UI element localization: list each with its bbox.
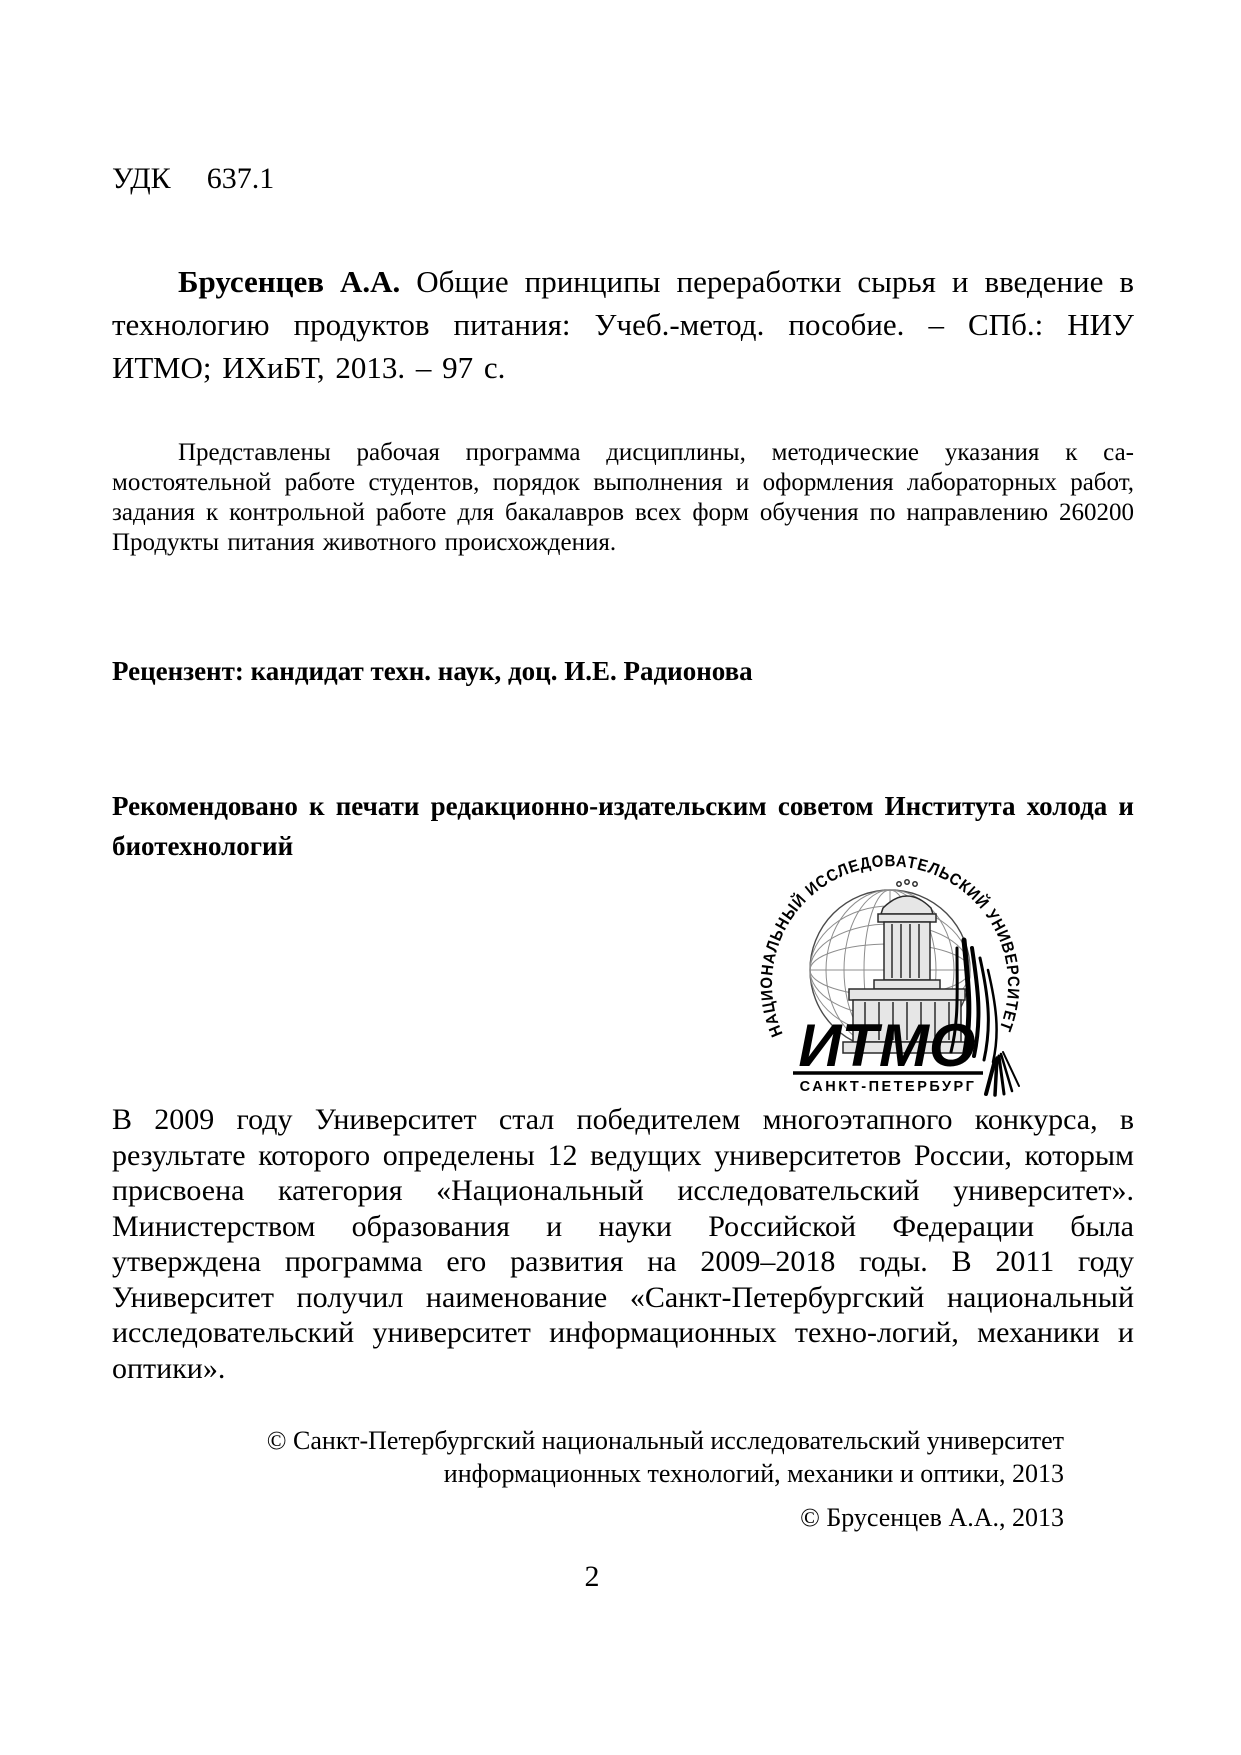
approval-paragraph: Рекомендовано к печати редакционно-издательским советом Института холода и биотехнологий <box>112 791 1134 861</box>
copyright-university-line2: информационных технологий, механики и оптики, 2013 <box>443 1459 1064 1488</box>
logo-arc-text: НАЦИОНАЛЬНЫЙ ИССЛЕДОВАТЕЛЬСКИЙ УНИВЕРСИТЕТ <box>757 852 1023 1040</box>
udk-label: УДК <box>112 162 171 195</box>
copyright-block <box>112 1424 1064 1534</box>
author-name: Брусенцев А.А. <box>178 264 401 299</box>
logo-city-label: САНКТ-ПЕТЕРБУРГ <box>799 1079 977 1095</box>
page-number: 2 <box>584 1560 600 1593</box>
bibliographic-text: Общие принципы переработки сырья и введение в технологию продуктов питания: Учеб.-метод. пособие. – СПб.: НИУ ИТМО; ИХиБТ, 2013. – 97 с. <box>112 264 1134 385</box>
reviewer-line: Рецензент: кандидат техн. наук, доц. И.Е. Радионова <box>112 656 753 686</box>
itmo-logo-graphic <box>695 852 1085 1098</box>
abstract-paragraph: Представлены рабочая программа дисциплины, методические указания к самостоятельной работе студентов, порядок выполнения и оформления лабораторных работ, задания к контрольной работе для бакалавров всех форм обучения по направлению 260200 Продукты питания животного происхождения. <box>112 439 1134 556</box>
logo-wordmark: ИТМО <box>798 1012 976 1079</box>
copyright-author: © Брусенцев А.А., 2013 <box>800 1503 1064 1532</box>
copyright-university-line1: © Санкт-Петербургский национальный исследовательский университет <box>266 1426 1064 1455</box>
itmo-logo <box>695 852 1085 1098</box>
udk-line <box>112 162 274 196</box>
bibliographic-reference <box>112 260 1134 389</box>
udk-number: 637.1 <box>206 162 275 195</box>
history-paragraph: В 2009 году Университет стал победителем многоэтапного конкурса, в результате которого определены 12 ведущих университетов России, которым присвоена категория «Национальный исследовательский университет». Министерством образования и науки Российской Федерации была утверждена программа его развития на 2009–2018 годы. В 2011 году Университет получил наименование «Санкт-Петербургский национальный исследовательский университет информационных техно-логий, механики и оптики». <box>112 1103 1134 1385</box>
